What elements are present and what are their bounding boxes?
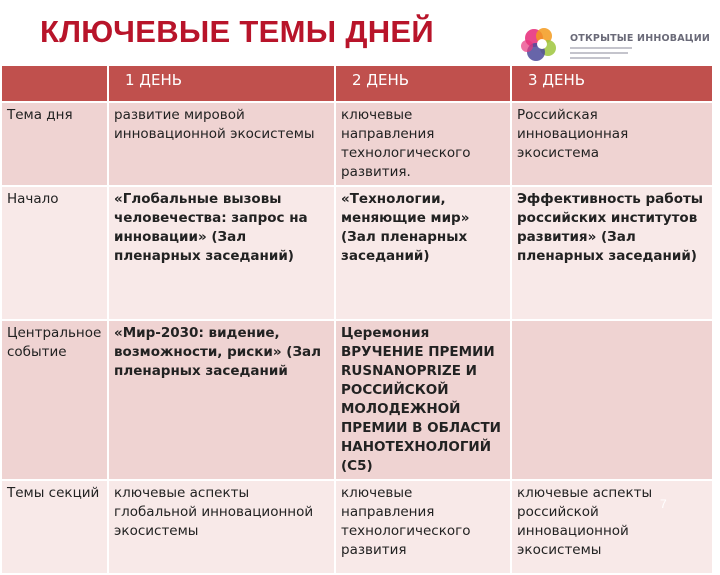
row-label: Темы секций [1,480,108,574]
table-cell: развитие мировой инновационной экосистемы [108,102,335,186]
open-innovations-logo-icon [516,24,564,68]
table-cell: ключевые направления технологического развития. [335,102,511,186]
table-cell: «Технологии, меняющие мир» (Зал пленарных заседаний) [335,186,511,320]
page-title: КЛЮЧЕВЫЕ ТЕМЫ ДНЕЙ [40,14,434,49]
header-cell-day-1: 1 ДЕНЬ [108,65,335,102]
table-cell: ключевые аспекты российской инновационной экосистемы [511,480,713,574]
header-cell-empty [1,65,108,102]
key-topics-table [0,64,714,575]
row-label: Центральное событие [1,320,108,480]
table-cell: Церемония ВРУЧЕНИЕ ПРЕМИИ RUSNANOPRIZE И РОССИЙСКОЙ МОЛОДЕЖНОЙ ПРЕМИИ В ОБЛАСТИ НАНОТЕХНОЛОГИЙ (С5) [335,320,511,480]
table-cell: Эффективность работы российских институтов развития» (Зал пленарных заседаний) [511,186,713,320]
header-cell-day-3: 3 ДЕНЬ [511,65,713,102]
table-row-day-theme [1,102,713,186]
table-header-row [1,65,713,102]
table-cell: ключевые аспекты глобальной инновационной экосистемы [108,480,335,574]
slide-number: 7 [660,497,667,511]
logo [516,24,711,68]
table-cell: «Мир-2030: видение, возможности, риски» (Зал пленарных заседаний [108,320,335,480]
header-cell-day-2: 2 ДЕНЬ [335,65,511,102]
table-cell: ключевые направления технологического развития [335,480,511,574]
row-label: Тема дня [1,102,108,186]
row-label: Начало [1,186,108,320]
table-row-section-topics [1,480,713,574]
table-row-start [1,186,713,320]
logo-tagline [570,47,632,62]
logo-name: ОТКРЫТЫЕ ИННОВАЦИИ [570,33,711,44]
table-cell: Российская инновационная экосистема [511,102,713,186]
table-cell [511,320,713,480]
table-row-central-event [1,320,713,480]
table-cell: «Глобальные вызовы человечества: запрос на инновации» (Зал пленарных заседаний) [108,186,335,320]
